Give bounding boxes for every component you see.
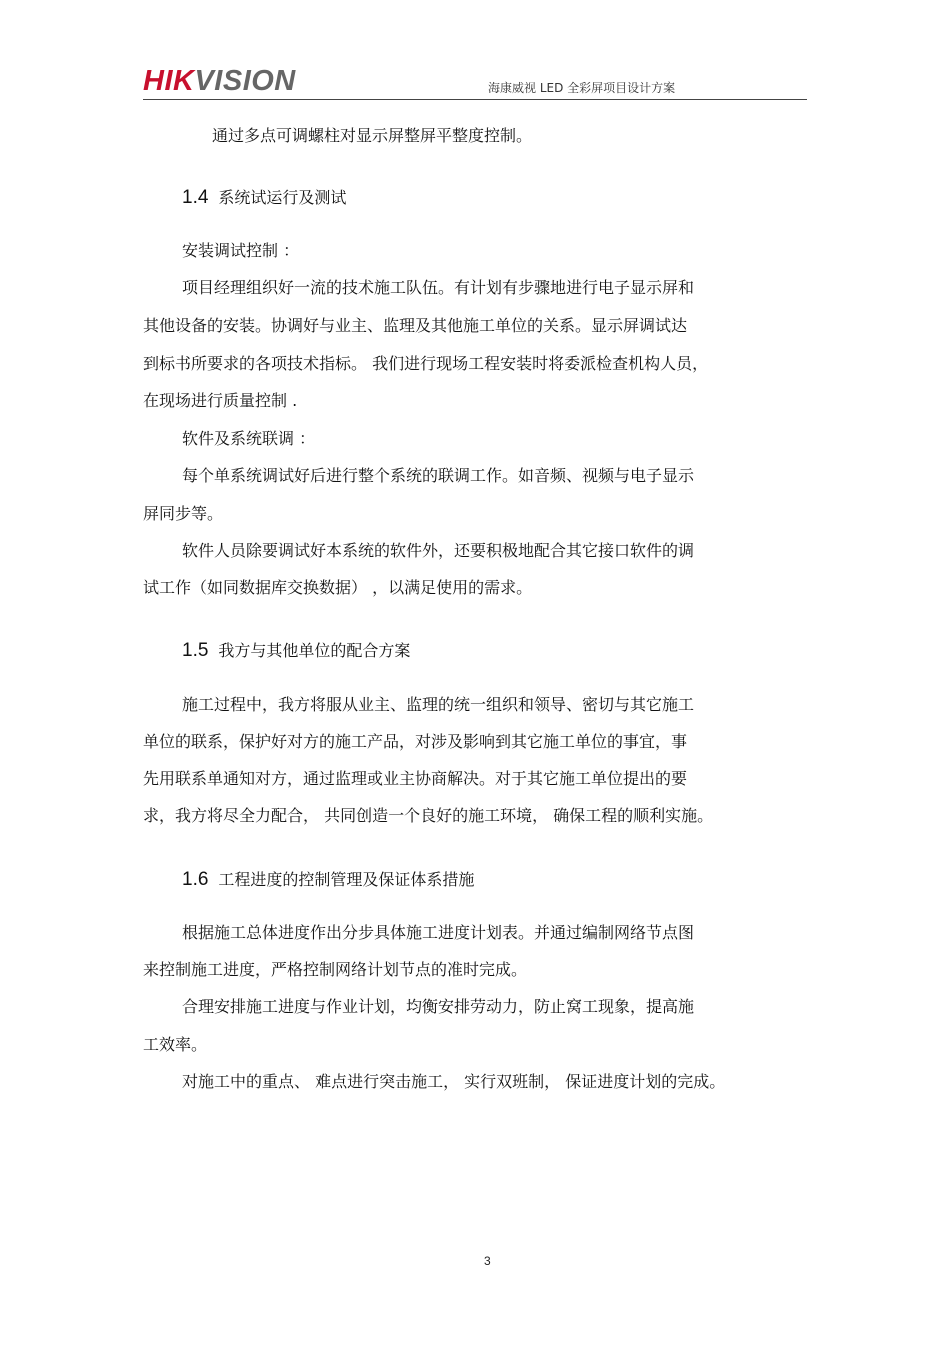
section-heading-1-5 (182, 641, 410, 661)
paragraph-line: 其他设备的安装。协调好与业主、监理及其他施工单位的关系。显示屏调试达 (143, 316, 688, 335)
paragraph-line: 根据施工总体进度作出分步具体施工进度计划表。并通过编制网络节点图 (182, 923, 695, 942)
logo-vision: VISION (194, 65, 296, 97)
section-number: 1.4 (182, 187, 209, 208)
paragraph-line: 来控制施工进度，严格控制网络计划节点的准时完成。 (143, 960, 528, 979)
paragraph-line: 对施工中的重点、 难点进行突击施工， 实行双班制， 保证进度计划的完成。 (182, 1072, 726, 1091)
header-title: 海康威视 LED 全彩屏项目设计方案 (488, 81, 676, 95)
paragraph-line: 到标书所要求的各项技术指标。 我们进行现场工程安装时将委派检查机构人员， (143, 354, 709, 373)
section-heading-1-6 (182, 870, 474, 890)
section-title: 工程进度的控制管理及保证体系措施 (218, 870, 475, 889)
paragraph-line: 求，我方将尽全力配合， 共同创造一个良好的施工环境， 确保工程的顺利实施。 (143, 806, 714, 825)
paragraph-line: 屏同步等。 (143, 504, 224, 523)
header-divider (143, 99, 807, 100)
paragraph-line: 试工作（如同数据库交换数据） ，以满足使用的需求。 (143, 578, 533, 597)
paragraph-line: 每个单系统调试好后进行整个系统的联调工作。如音频、视频与电子显示 (182, 466, 695, 485)
paragraph-line: 安装调试控制 ： (182, 241, 300, 260)
section-title: 系统试运行及测试 (218, 188, 347, 207)
hikvision-logo (143, 64, 296, 98)
paragraph-line: 项目经理组织好一流的技术施工队伍。有计划有步骤地进行电子显示屏和 (182, 278, 695, 297)
page-number: 3 (484, 1254, 491, 1268)
logo-hik: HIK (143, 65, 195, 97)
paragraph-line: 软件及系统联调 ： (182, 429, 316, 448)
section-number: 1.6 (182, 869, 209, 890)
section-heading-1-4 (182, 188, 346, 208)
paragraph-line: 在现场进行质量控制 . (143, 391, 298, 410)
paragraph-line: 合理安排施工进度与作业计划，均衡安排劳动力，防止窝工现象，提高施 (182, 997, 695, 1016)
paragraph-line: 单位的联系，保护好对方的施工产品，对涉及影响到其它施工单位的事宜，事 (143, 732, 688, 751)
paragraph-line: 软件人员除要调试好本系统的软件外，还要积极地配合其它接口软件的调 (182, 541, 695, 560)
paragraph-line: 施工过程中，我方将服从业主、监理的统一组织和领导、密切与其它施工 (182, 695, 695, 714)
paragraph-line: 工效率。 (143, 1035, 208, 1054)
paragraph-line: 通过多点可调螺柱对显示屏整屏平整度控制。 (212, 126, 533, 145)
section-title: 我方与其他单位的配合方案 (218, 641, 411, 660)
section-number: 1.5 (182, 640, 209, 661)
paragraph-line: 先用联系单通知对方，通过监理或业主协商解决。对于其它施工单位提出的要 (143, 769, 688, 788)
